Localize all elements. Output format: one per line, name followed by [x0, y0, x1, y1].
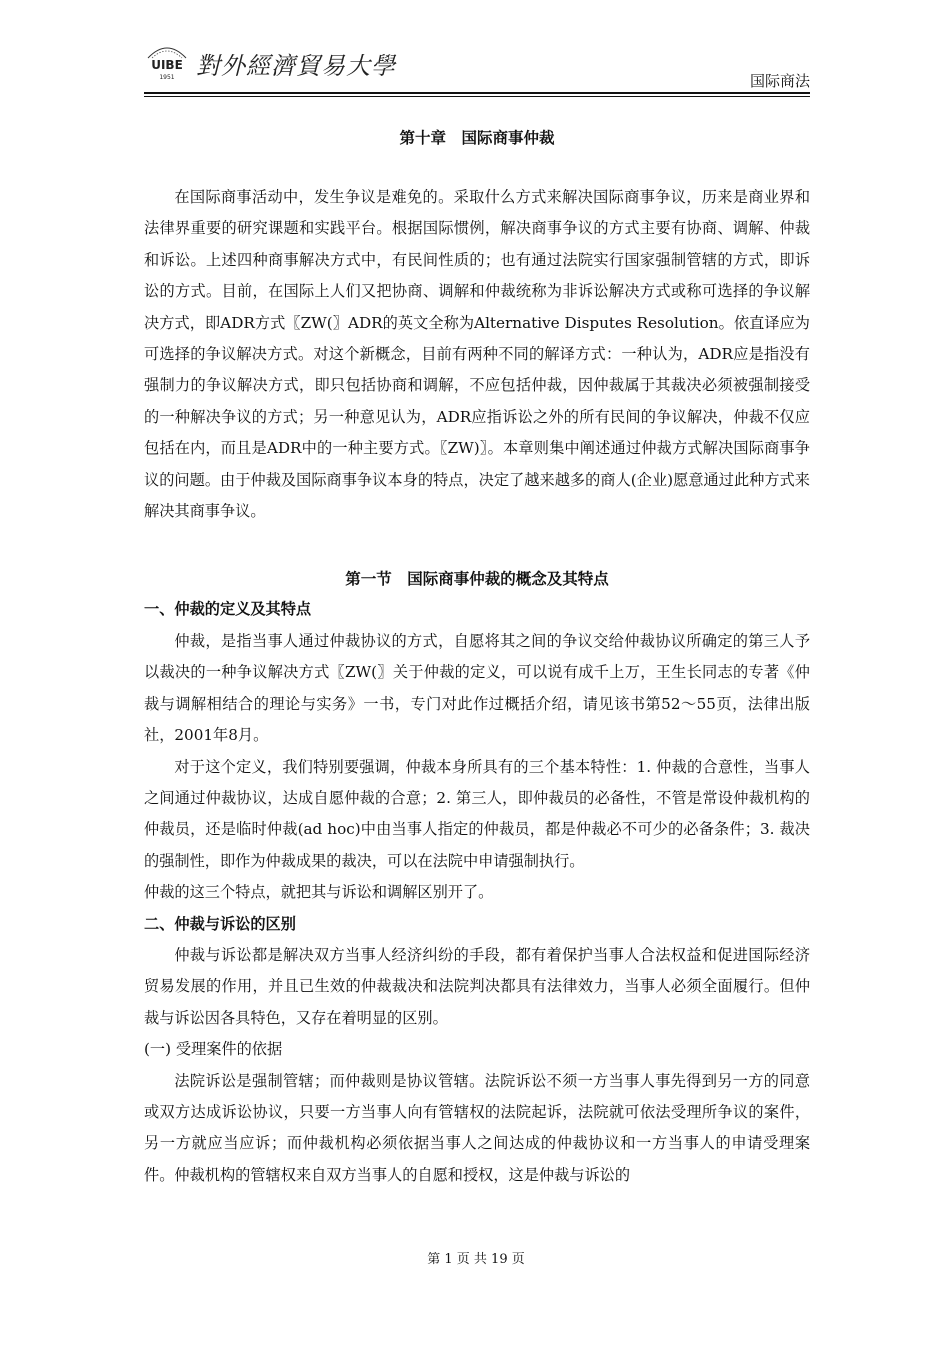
intro-paragraph: 在国际商事活动中，发生争议是难免的。采取什么方式来解决国际商事争议，历来是商业界和法律界重要的研究课题和实践平台。根据国际惯例，解决商事争议的方式主要有协商、调解、仲裁和诉讼。上述四种商事解决方式中，有民间性质的；也有通过法院实行国家强制管辖的方式，即诉讼的方式。目前，在国际上人们又把协商、调解和仲裁统称为非诉讼解决方式或称可选择的争议解决方式，即ADR方式〖ZW(〗ADR的英文全称为Alternative Disputes Resolution。依直译应为可选择的争议解决方式。对这个新概念，目前有两种不同的解译方式：一种认为，ADR应是指没有强制力的争议解决方式，即只包括协商和调解，不应包括仲裁，因仲裁属于其裁决必须被强制接受的一种解决争议的方式；另一种意见认为，ADR应指诉讼之外的所有民间的争议解决，仲裁不仅应包括在内，而且是ADR中的一种主要方式。〖ZW)〗。本章则集中阐述通过仲裁方式解决国际商事争议的问题。由于仲裁及国际商事争议本身的特点，决定了越来越多的商人(企业)愿意通过此种方式来解决其商事争议。: [144, 188, 810, 521]
heading-difference: 二、仲裁与诉讼的区别: [144, 914, 296, 933]
document-body: [144, 120, 810, 1191]
subheading-basis: (一) 受理案件的依据: [144, 1040, 283, 1059]
page-footer: 第 1 页 共 19 页: [427, 1252, 525, 1267]
university-logo-icon: [144, 42, 190, 82]
basis-paragraph: 法院诉讼是强制管辖；而仲裁则是协议管辖。法院诉讼不须一方当事人事先得到另一方的同意或双方达成诉讼协议，只要一方当事人向有管辖权的法院起诉，法院就可依法受理所争议的案件，另一方就应当应诉；而仲裁机构必须依据当事人之间达成的仲裁协议和一方当事人的申请受理案件。仲裁机构的管辖权来自双方当事人的自愿和授权，这是仲裁与诉讼的: [144, 1071, 810, 1184]
section-title: 第一节 国际商事仲裁的概念及其特点: [345, 570, 609, 589]
university-name-logo: 對外經濟貿易大學: [196, 52, 396, 80]
chapter-title: 第十章 国际商事仲裁: [399, 129, 555, 147]
definition-paragraph: 仲裁，是指当事人通过仲裁协议的方式，自愿将其之间的争议交给仲裁协议所确定的第三人予以裁决的一种争议解决方式〖ZW(〗关于仲裁的定义，可以说有成千上万，王生长同志的专著《仲裁与调解相结合的理论与实务》一书，专门对此作过概括介绍，请见该书第52～55页，法律出版社，2001年8月。: [144, 631, 810, 745]
characteristics-paragraph: 对于这个定义，我们特别要强调，仲裁本身所具有的三个基本特性：1. 仲裁的合意性，当事人之间通过仲裁协议，达成自愿仲裁的合意；2. 第三人，即仲裁员的必备性，不管是常设仲裁机构的仲裁员，还是临时仲裁(ad hoc)中由当事人指定的仲裁员，都是仲裁必不可少的必备条件；3. 裁决的强制性，即作为仲裁成果的裁决，可以在法院中申请强制执行。: [144, 757, 810, 870]
heading-definition: 一、仲裁的定义及其特点: [144, 600, 312, 619]
header-rule: [144, 92, 810, 94]
page-header: [144, 40, 810, 96]
header-rule-thin: [144, 96, 810, 97]
logo-year: 1951: [159, 74, 175, 81]
logo-emblem-text: UIBE: [151, 58, 183, 72]
course-name: 国际商法: [749, 72, 810, 90]
characteristics-summary: 仲裁的这三个特点，就把其与诉讼和调解区别开了。: [144, 883, 494, 902]
difference-paragraph: 仲裁与诉讼都是解决双方当事人经济纠纷的手段，都有着保护当事人合法权益和促进国际经济贸易发展的作用，并且已生效的仲裁裁决和法院判决都具有法律效力，当事人必须全面履行。但仲裁与诉讼因各具特色，又存在着明显的区别。: [144, 945, 810, 1027]
